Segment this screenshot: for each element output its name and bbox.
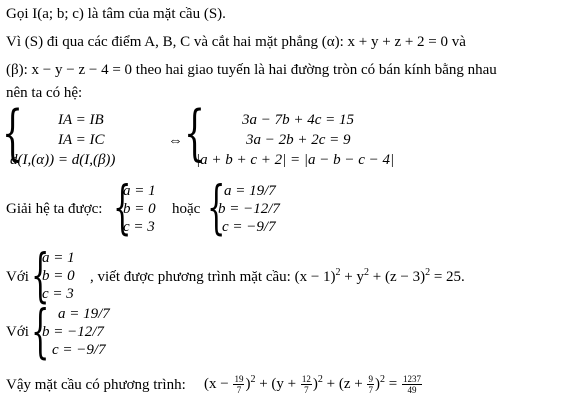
line-2: Vì (S) đi qua các điểm A, B, C và cắt hai mặt phẳng (α): x + y + z + 2 = 0 và <box>6 34 466 50</box>
sol1-row: b = 0 <box>123 201 156 217</box>
with2-row: b = −12/7 <box>42 324 104 340</box>
with1-row: b = 0 <box>42 268 75 284</box>
fraction-numerator: 9 <box>368 374 373 385</box>
fraction-denominator: 7 <box>304 385 309 396</box>
system1-left-row: IA = IB <box>58 112 104 128</box>
final-part: + (y + <box>259 376 297 392</box>
with1-row: c = 3 <box>42 286 74 302</box>
with1-eq-part: , viết được phương trình mặt cầu: (x − 1) <box>90 269 336 285</box>
fraction <box>367 374 374 395</box>
fraction-denominator: 7 <box>368 385 373 396</box>
solve-intro: Giải hệ ta được: <box>6 201 103 217</box>
system1-left-row: IA = IC <box>58 132 105 148</box>
final-part: ) <box>374 376 380 392</box>
fraction-numerator: 1237 <box>402 374 421 385</box>
with1-eq-part: + y <box>340 269 364 285</box>
square-exponent: 2 <box>335 267 341 278</box>
square-exponent: 2 <box>379 374 385 385</box>
sol2-row: a = 19/7 <box>224 183 276 199</box>
left-brace-system1: { <box>2 98 24 168</box>
fraction <box>233 374 244 395</box>
with2-label: Với <box>6 324 29 340</box>
final-part: (x − <box>204 376 229 392</box>
fraction-numerator: 12 <box>301 374 311 385</box>
system1-right-row: 3a − 2b + 2c = 9 <box>246 132 351 148</box>
sol1-row: c = 3 <box>123 219 155 235</box>
with1-label: Với <box>6 269 29 285</box>
fraction <box>402 374 422 395</box>
system1-right-row: |a + b + c + 2| = |a − b − c − 4| <box>196 152 395 168</box>
with2-row: a = 19/7 <box>58 306 110 322</box>
sol1-row: a = 1 <box>123 183 156 199</box>
brace-with2: { <box>31 297 50 365</box>
fraction-denominator: 7 <box>236 385 242 396</box>
final-intro: Vậy mặt cầu có phương trình: <box>6 377 186 393</box>
fraction-denominator: 49 <box>407 385 417 396</box>
square-exponent: 2 <box>425 267 431 278</box>
line-1: Gọi I(a; b; c) là tâm của mặt cầu (S). <box>6 6 226 22</box>
fraction <box>301 374 312 395</box>
square-exponent: 2 <box>250 374 256 385</box>
final-part: ) <box>245 376 251 392</box>
brace-sol2: { <box>207 173 226 241</box>
brace-sol1: { <box>113 173 132 241</box>
final-part: + (z + <box>326 376 363 392</box>
final-equation <box>204 372 423 396</box>
line-3: (β): x − y − z − 4 = 0 theo hai giao tuyến là hai đường tròn có bán kính bằng nhau <box>6 62 497 78</box>
with1-eq-part: = 25. <box>430 269 465 285</box>
line-4: nên ta có hệ: <box>6 85 83 101</box>
final-part: = <box>388 376 398 392</box>
with1-equation <box>90 268 465 286</box>
sol2-row: b = −12/7 <box>218 201 280 217</box>
system1-right-row: 3a − 7b + 4c = 15 <box>242 112 355 128</box>
final-part: ) <box>312 376 318 392</box>
brace-with1: { <box>31 241 50 309</box>
with2-row: c = −9/7 <box>52 342 106 358</box>
right-brace-system1: { <box>184 98 206 168</box>
with1-row: a = 1 <box>42 250 75 266</box>
equivalence-arrow: ⇔ <box>168 133 183 149</box>
system1-left-row: d(I,(α)) = d(I,(β)) <box>10 152 116 168</box>
with1-eq-part: + (z − 3) <box>369 269 426 285</box>
square-exponent: 2 <box>364 267 369 278</box>
sol2-row: c = −9/7 <box>222 219 276 235</box>
or-word: hoặc <box>172 201 201 217</box>
square-exponent: 2 <box>317 374 323 385</box>
fraction-numerator: 19 <box>234 374 244 385</box>
